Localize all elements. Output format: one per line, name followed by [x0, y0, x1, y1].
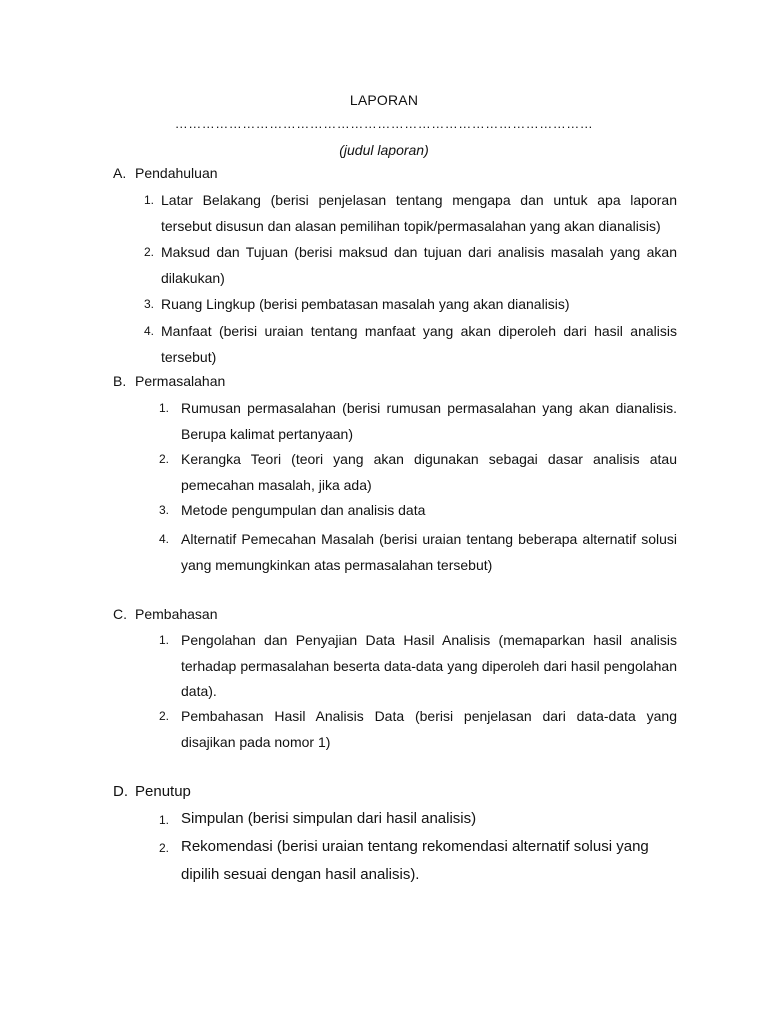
section-title: Penutup	[135, 783, 191, 800]
section-title: Pendahuluan	[135, 165, 218, 181]
list-number: 4.	[144, 324, 155, 338]
list-number: 4.	[159, 532, 170, 546]
section-heading	[113, 783, 191, 800]
list-text: Maksud dan Tujuan (berisi maksud dan tujuan dari analisis masalah yang akan dilakukan)	[161, 244, 677, 286]
list-number: 1.	[159, 813, 170, 827]
list-text: Pengolahan dan Penyajian Data Hasil Analisis (memaparkan hasil analisis terhadap permasalahan beserta data-data yang diperoleh dari hasil pengolahan data).	[181, 632, 677, 699]
section-title: Permasalahan	[135, 373, 226, 389]
list-text: Alternatif Pemecahan Masalah (berisi uraian tentang beberapa alternatif solusi yang memungkinkan atas permasalahan tersebut)	[181, 531, 677, 573]
document-subtitle: (judul laporan)	[339, 142, 429, 158]
section-letter: D.	[113, 783, 128, 800]
section-heading	[113, 373, 225, 389]
list-text: Kerangka Teori (teori yang akan digunakan sebagai dasar analisis atau pemecahan masalah, jika ada)	[181, 451, 677, 493]
section-letter: C.	[113, 606, 127, 622]
list-number: 1.	[144, 193, 155, 207]
list-text: Pembahasan Hasil Analisis Data (berisi penjelasan dari data-data yang disajikan pada nomor 1)	[181, 708, 677, 750]
list-text: Ruang Lingkup (berisi pembatasan masalah yang akan dianalisis)	[161, 296, 570, 312]
list-text: Manfaat (berisi uraian tentang manfaat yang akan diperoleh dari hasil analisis tersebut)	[161, 323, 677, 365]
section-title: Pembahasan	[135, 606, 218, 622]
list-number: 3.	[159, 503, 170, 517]
list-number: 2.	[159, 452, 170, 466]
document-title: LAPORAN	[349, 92, 419, 108]
list-number: 2.	[144, 245, 155, 259]
list-text: Simpulan (berisi simpulan dari hasil analisis)	[181, 810, 477, 827]
section-heading	[113, 165, 218, 181]
section-heading	[113, 606, 218, 622]
list-text: Latar Belakang (berisi penjelasan tentang mengapa dan untuk apa laporan tersebut disusun dan alasan pemilihan topik/permasalahan yang akan dianalisis)	[161, 192, 677, 234]
list-text: Metode pengumpulan dan analisis data	[181, 502, 426, 518]
list-number: 3.	[144, 297, 155, 311]
title-placeholder-dots: …………………………………………………………………………………	[174, 116, 594, 131]
list-text: Rumusan permasalahan (berisi rumusan permasalahan yang akan dianalisis. Berupa kalimat pertanyaan)	[181, 400, 677, 442]
list-number: 1.	[159, 633, 170, 647]
section-letter: A.	[113, 165, 127, 181]
list-number: 1.	[159, 401, 170, 415]
list-number: 2.	[159, 841, 170, 855]
list-text: Rekomendasi (berisi uraian tentang rekomendasi alternatif solusi yang dipilih sesuai dengan hasil analisis).	[181, 838, 649, 883]
section-letter: B.	[113, 373, 127, 389]
list-number: 2.	[159, 709, 170, 723]
